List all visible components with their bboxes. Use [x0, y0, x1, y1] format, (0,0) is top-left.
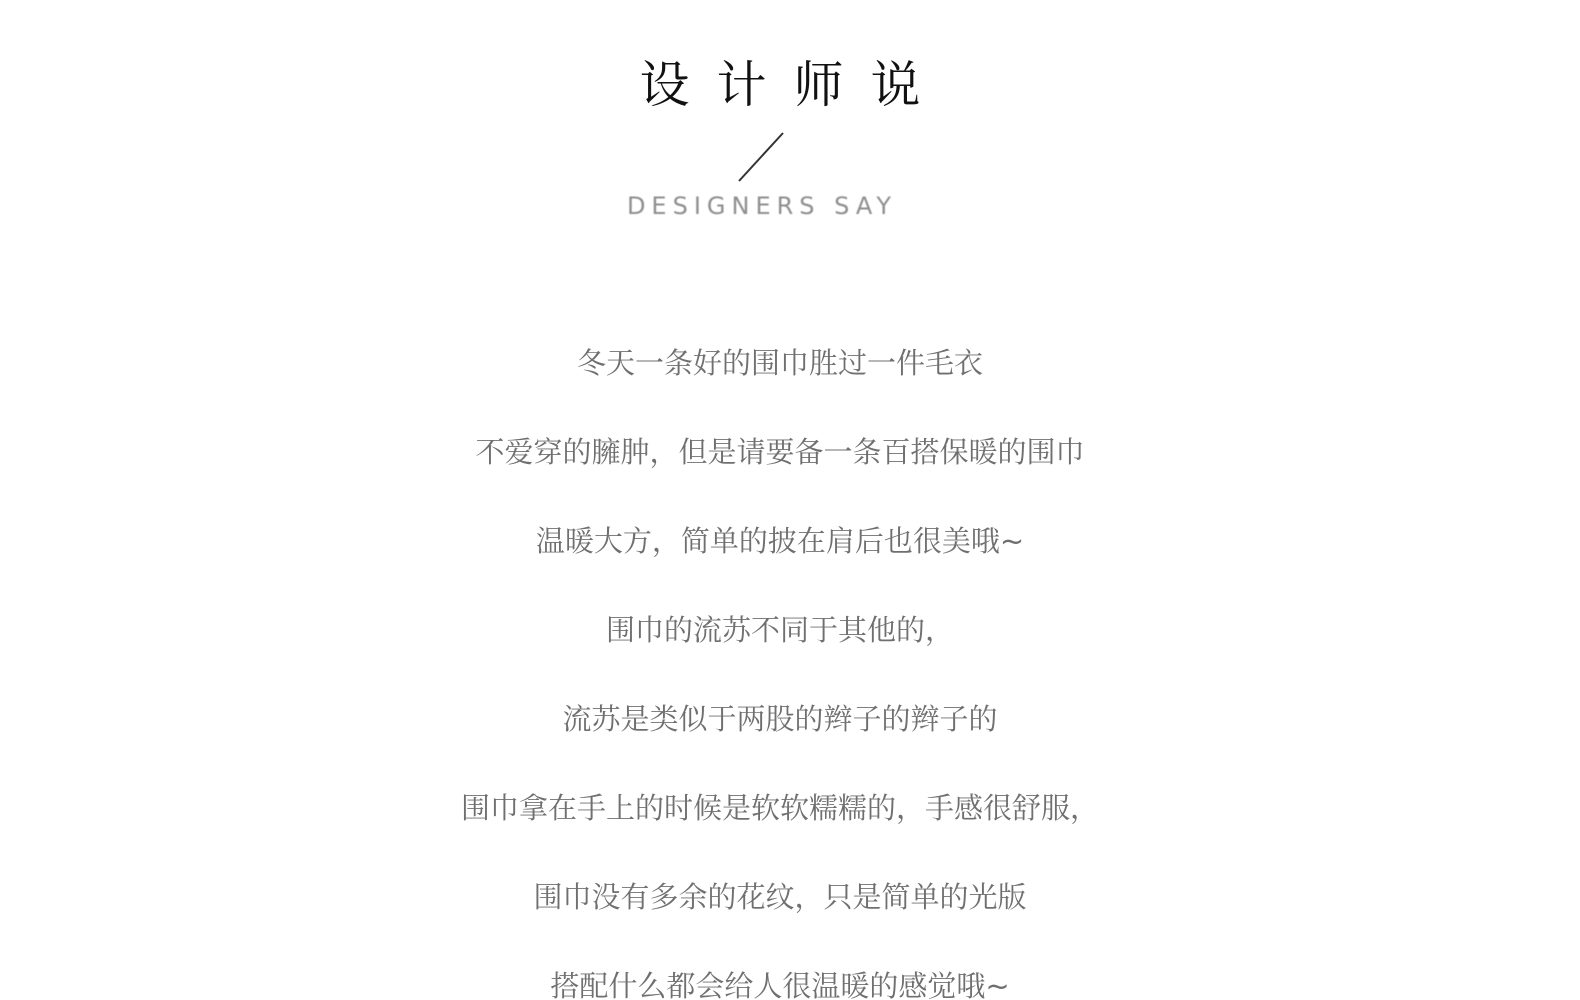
description-line: 流苏是类似于两股的辫子的辫子的 — [562, 702, 998, 736]
description-line: 不爱穿的臃肿，但是请要备一条百搭保暖的围巾 — [475, 435, 1085, 469]
description-line: 搭配什么都会给人很温暖的感觉哦~ — [550, 969, 1010, 1000]
description-line: 围巾没有多余的花纹，只是简单的光版 — [533, 880, 1027, 914]
description-lines — [0, 333, 1560, 1000]
description-line: 冬天一条好的围巾胜过一件毛衣 — [576, 346, 983, 380]
section-title: 设计师说 — [639, 56, 948, 114]
slash-divider — [736, 130, 786, 184]
section-subtitle: DESIGNERS SAY — [626, 192, 898, 220]
description-line: 温暖大方，简单的披在肩后也很美哦~ — [535, 524, 1025, 558]
description-line: 围巾的流苏不同于其他的， — [605, 613, 954, 647]
description-line: 围巾拿在手上的时候是软软糯糯的，手感很舒服， — [460, 791, 1099, 825]
